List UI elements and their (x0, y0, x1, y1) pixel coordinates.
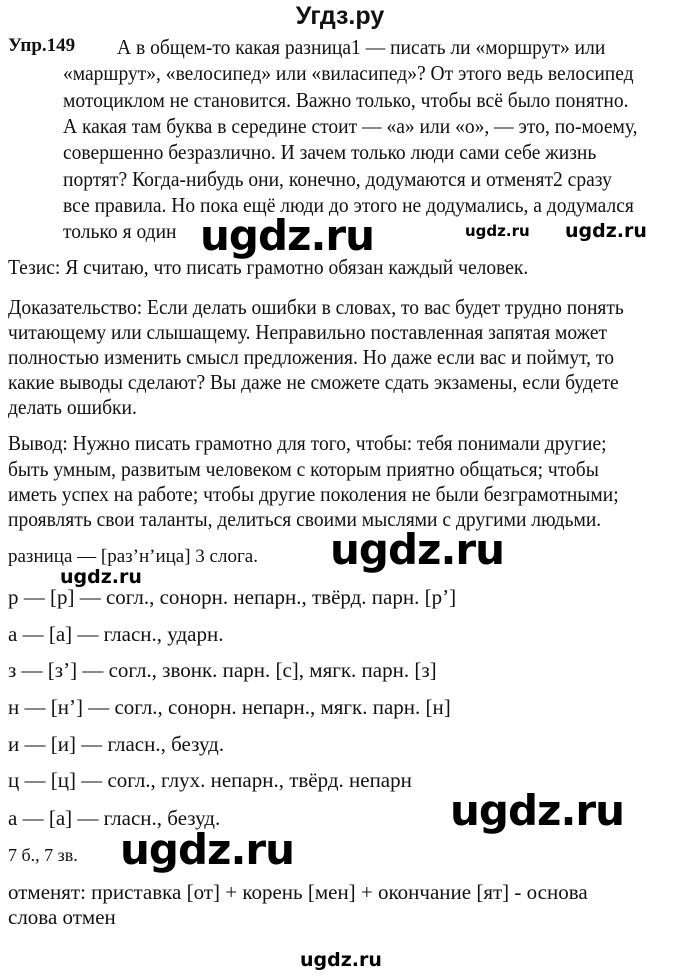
analysis-line: а — [а] — гласн., безуд. (8, 806, 221, 830)
exercise-line: совершенно безразлично. И зачем только люди сами себе жизнь (63, 140, 597, 164)
proof-line: какие выводы сделают? Вы даже не сможете сдать экзамены, если будете (8, 370, 619, 394)
watermark: ugdz.ru (120, 825, 295, 874)
exercise-line: портят? Когда-нибудь они, конечно, додумаются и отменят2 сразу (63, 167, 612, 191)
analysis-line: отменят: приставка [от] + корень [мен] + окончание [ят] - основа (8, 880, 588, 904)
site-title: Угдз.ру (295, 2, 385, 30)
watermark: ugdz.ru (450, 786, 625, 835)
exercise-line: все правила. Но пока ещё люди до этого не додумались, а додумался (63, 193, 634, 217)
analysis-line: н — [н’] — согл., сонорн. непарн., мягк. парн. [н] (8, 695, 451, 719)
watermark: ugdz.ru (200, 211, 375, 260)
analysis-line: разница — [раз’н’ица] 3 слога. (8, 546, 258, 567)
conclusion-line: иметь успех на работе; чтобы другие поколения не были безграмотными; (8, 482, 619, 506)
proof-line: полностью изменить смысл предложения. Но даже если вас и поймут, то (8, 345, 614, 369)
analysis-line: з — [з’] — согл., звонк. парн. [с], мягк. парн. [з] (8, 658, 437, 682)
proof-line: делать ошибки. (8, 395, 137, 419)
exercise-line: только я один (63, 219, 177, 243)
thesis: Тезис: Я считаю, что писать грамотно обязан каждый человек. (8, 255, 529, 279)
watermark: ugdz.ru (330, 525, 505, 574)
watermark: ugdz.ru (565, 220, 647, 242)
exercise-line: «маршрут», «велосипед» или «виласипед»? От этого ведь велосипед (63, 61, 634, 85)
exercise-line: мотоциклом не становится. Важно только, чтобы всё было понятно. (63, 88, 629, 112)
exercise-line: А какая там буква в середине стоит — «а» или «о», — это, по-моему, (63, 114, 638, 138)
analysis-line: р — [р] — согл., сонорн. непарн., твёрд. парн. [р’] (8, 585, 457, 609)
analysis-line: а — [а] — гласн., ударн. (8, 622, 224, 646)
proof-line: читающему или слышащему. Неправильно поставленная запятая может (8, 320, 608, 344)
proof-line: Доказательство: Если делать ошибки в словах, то вас будет трудно понять (8, 295, 624, 319)
conclusion-line: проявлять свои таланты, делиться своими мыслями с другими людьми. (8, 507, 602, 531)
conclusion-line: быть умным, развитым человеком с которым приятно общаться; чтобы (8, 457, 599, 481)
conclusion-line: Вывод: Нужно писать грамотно для того, чтобы: тебя понимали другие; (8, 431, 607, 455)
exercise-line: А в общем-то какая разница1 — писать ли «моршрут» или (117, 35, 606, 59)
watermark: ugdz.ru (60, 566, 142, 588)
exercise-label: Упр.149 (8, 35, 76, 56)
analysis-line: и — [и] — гласн., безуд. (8, 732, 225, 756)
analysis-line: ц — [ц] — согл., глух. непарн., твёрд. непарн (8, 768, 412, 792)
watermark: ugdz.ru (465, 222, 530, 240)
analysis-line: 7 б., 7 зв. (8, 845, 78, 865)
watermark: ugdz.ru (300, 949, 382, 971)
analysis-line: слова отмен (8, 905, 116, 929)
